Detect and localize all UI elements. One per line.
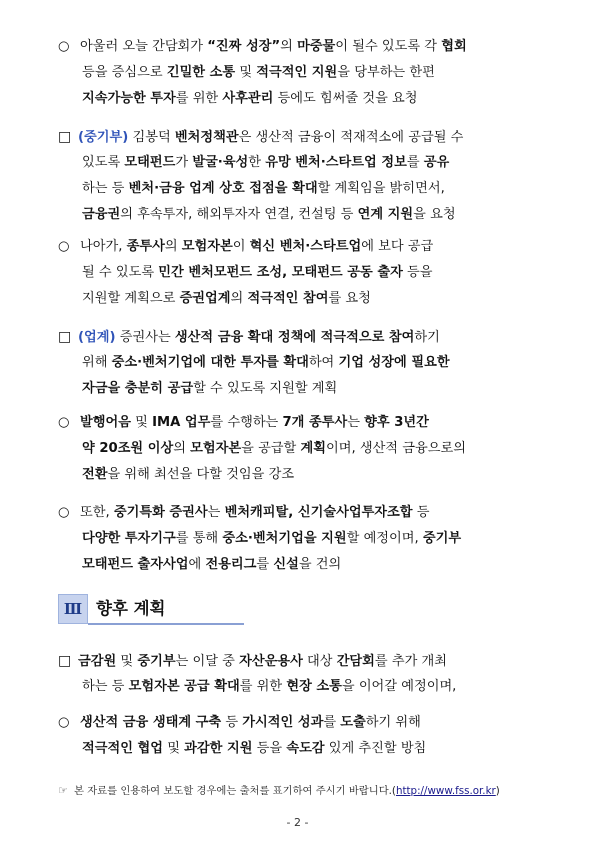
website-link[interactable]: http://www.fss.or.kr bbox=[395, 785, 496, 797]
text: 는 bbox=[207, 505, 225, 520]
line bbox=[58, 150, 548, 176]
text: 될 수 있도록 bbox=[82, 265, 159, 280]
bullet-circle-2 bbox=[58, 234, 548, 312]
line bbox=[58, 648, 548, 674]
text: 도출 bbox=[340, 715, 366, 730]
text: 등 bbox=[412, 505, 430, 520]
text: 이 bbox=[232, 239, 250, 254]
text: 를 bbox=[256, 557, 274, 572]
line bbox=[58, 34, 548, 60]
circle-bullet-icon: ○ bbox=[58, 239, 70, 254]
circle-bullet-icon: ○ bbox=[58, 505, 70, 520]
text: 및 bbox=[130, 415, 153, 430]
text: 을 이어갈 예정이며, bbox=[341, 679, 457, 694]
text: 등을 증심으로 bbox=[82, 65, 167, 80]
text: 신설 bbox=[273, 557, 299, 572]
line bbox=[58, 176, 548, 202]
circle-bullet-icon: ○ bbox=[58, 715, 70, 730]
text: 이며, 생산적 금융으로의 bbox=[325, 441, 466, 456]
text: 전용리그 bbox=[205, 557, 257, 572]
text: 생산적 금융 확대 정책에 적극적으로 참여 bbox=[174, 330, 415, 345]
text: 의 bbox=[164, 239, 182, 254]
text: 벤처정책관 bbox=[174, 130, 239, 145]
text: 를 통해 bbox=[175, 531, 223, 546]
square-bullet-icon: □ bbox=[58, 329, 72, 345]
text: 벤처·금융 업계 상호 접점을 확대 bbox=[128, 181, 318, 196]
text: 현장 소통 bbox=[286, 679, 342, 694]
text: 지원할 계획으로 bbox=[82, 291, 180, 306]
paren: ( bbox=[391, 785, 396, 797]
text: 사후관리 bbox=[222, 91, 274, 106]
line bbox=[58, 436, 548, 462]
footnote bbox=[58, 782, 543, 797]
text: IMA 업무 bbox=[152, 415, 211, 430]
text: 를 위한 bbox=[175, 91, 223, 106]
text: 또한, bbox=[80, 505, 114, 520]
text: 7개 종투사 bbox=[282, 415, 348, 430]
text: 발굴·육성 bbox=[192, 155, 249, 170]
line bbox=[58, 324, 548, 350]
square-bullet-icon: □ bbox=[58, 129, 72, 145]
text: 이 될수 있도록 각 bbox=[335, 39, 442, 54]
text: 를 요청 bbox=[328, 291, 371, 306]
text: 등을 bbox=[402, 265, 433, 280]
text: 할 수 있도록 지원할 계획 bbox=[193, 381, 338, 396]
text: 자금을 충분히 공급 bbox=[82, 381, 194, 396]
footnote-text: 본 자료를 인용하여 보도할 경우에는 출처를 표기하여 주시기 바랍니다. bbox=[74, 785, 392, 797]
line bbox=[58, 736, 548, 762]
text: 유망 벤처·스타트업 정보 bbox=[265, 155, 407, 170]
text: 적극적인 지원 bbox=[256, 65, 338, 80]
text: 향후 3년간 bbox=[364, 415, 429, 430]
line bbox=[58, 552, 548, 578]
text: 김봉덕 bbox=[128, 130, 175, 145]
text: 모험자본 공급 확대 bbox=[128, 679, 240, 694]
text: 증권업계 bbox=[179, 291, 231, 306]
text: 모험자본 bbox=[181, 239, 233, 254]
line bbox=[58, 526, 548, 552]
text: 의 bbox=[280, 39, 298, 54]
text: 간담회 bbox=[336, 654, 375, 669]
line bbox=[58, 260, 548, 286]
tag-label: (중기부) bbox=[78, 130, 129, 145]
text: 마중물 bbox=[297, 39, 336, 54]
text: 중기특화 증권사 bbox=[113, 505, 208, 520]
text: 금융권 bbox=[82, 207, 121, 222]
circle-bullet-icon: ○ bbox=[58, 415, 70, 430]
text: 하는 등 bbox=[82, 181, 129, 196]
text: 아울러 오늘 간담회가 bbox=[80, 39, 208, 54]
bullet-circle-1 bbox=[58, 34, 548, 112]
text: 는 bbox=[347, 415, 365, 430]
text: 를 위한 bbox=[239, 679, 287, 694]
text: 전환 bbox=[82, 467, 108, 482]
text: 증권사는 bbox=[115, 330, 175, 345]
text: 긴밀한 소통 bbox=[166, 65, 236, 80]
line bbox=[58, 674, 548, 700]
line bbox=[58, 202, 548, 228]
text: 금감원 bbox=[78, 654, 117, 669]
text: 가시적인 성과 bbox=[242, 715, 324, 730]
text: 생산적 금융 생태계 구축 bbox=[80, 715, 222, 730]
text: 협회 bbox=[441, 39, 467, 54]
text: 의 bbox=[230, 291, 248, 306]
text: 연계 지원 bbox=[357, 207, 414, 222]
page-number: - 2 - bbox=[286, 816, 309, 829]
section-number-badge: Ⅲ bbox=[58, 594, 88, 624]
text: 하여 bbox=[308, 355, 339, 370]
text: 은 생산적 금융이 적재적소에 공급될 수 bbox=[238, 130, 464, 145]
text: 에 보다 공급 bbox=[361, 239, 434, 254]
text: 및 bbox=[235, 65, 257, 80]
text: 민간 벤처모펀드 조성, 모태펀드 공동 출자 bbox=[158, 265, 403, 280]
section-header bbox=[58, 594, 538, 624]
text: 을 요청 bbox=[413, 207, 456, 222]
text: 의 후속투자, 해외투자자 연결, 컨설팅 등 bbox=[120, 207, 358, 222]
bullet-circle-5 bbox=[58, 710, 548, 762]
text: 중소·벤처기업에 대한 투자를 확대 bbox=[111, 355, 309, 370]
tag-label: (업계) bbox=[78, 330, 116, 345]
line bbox=[58, 286, 548, 312]
text: 하는 등 bbox=[82, 679, 129, 694]
bullet-circle-3 bbox=[58, 410, 548, 488]
text: 등 bbox=[221, 715, 243, 730]
text: 있도록 bbox=[82, 155, 125, 170]
text: 모태펀드 bbox=[124, 155, 176, 170]
text: 모태펀드 출자사업 bbox=[82, 557, 189, 572]
pointing-hand-icon: ☞ bbox=[58, 784, 68, 797]
text: 종투사 bbox=[126, 239, 165, 254]
text: 등에도 힘써줄 것을 요청 bbox=[273, 91, 418, 106]
line bbox=[58, 350, 548, 376]
text: 를 bbox=[323, 715, 341, 730]
text: 등을 bbox=[252, 741, 287, 756]
text: 할 계획임을 밝히면서, bbox=[317, 181, 445, 196]
section-underline bbox=[88, 623, 244, 625]
text: 하기 bbox=[414, 330, 440, 345]
text: 을 공급할 bbox=[241, 441, 301, 456]
text: 혁신 벤처·스타트업 bbox=[249, 239, 362, 254]
line bbox=[58, 86, 548, 112]
text: 을 건의 bbox=[298, 557, 342, 572]
text: 과감한 지원 bbox=[184, 741, 253, 756]
text: 적극적인 참여 bbox=[247, 291, 329, 306]
text: 를 추가 개최 bbox=[374, 654, 447, 669]
text: 에 bbox=[188, 557, 206, 572]
text: 벤처캐피탈, 신기술사업투자조합 bbox=[224, 505, 413, 520]
paren: ) bbox=[495, 785, 500, 797]
text: 가 bbox=[175, 155, 193, 170]
text: 다양한 투자기구 bbox=[82, 531, 176, 546]
line bbox=[58, 376, 548, 402]
line bbox=[58, 462, 548, 488]
text: 및 bbox=[116, 654, 138, 669]
text: 적극적인 협업 bbox=[82, 741, 164, 756]
line bbox=[58, 500, 548, 526]
text: 중기부 bbox=[422, 531, 462, 546]
text: 공유 bbox=[423, 155, 450, 170]
text: 중소·벤처기업을 지원 bbox=[222, 531, 347, 546]
line bbox=[58, 60, 548, 86]
text: 있게 추진할 방침 bbox=[324, 741, 427, 756]
text: 를 bbox=[406, 155, 424, 170]
bullet-square-3 bbox=[58, 648, 548, 700]
text: 계획 bbox=[300, 441, 326, 456]
text: 할 예정이며, bbox=[346, 531, 423, 546]
text: 기업 성장에 필요한 bbox=[338, 355, 450, 370]
line bbox=[58, 124, 548, 150]
text: “진짜 성장” bbox=[207, 39, 281, 54]
text: 및 bbox=[163, 741, 185, 756]
text: 중기부 bbox=[137, 654, 176, 669]
section-title: 향후 계획 bbox=[96, 599, 166, 618]
text: 을 위해 최선을 다할 것임을 강조 bbox=[107, 467, 295, 482]
bullet-square-2 bbox=[58, 324, 548, 402]
text: 위해 bbox=[82, 355, 112, 370]
text: 나아가, bbox=[80, 239, 127, 254]
bullet-square-1 bbox=[58, 124, 548, 228]
text: 하기 위해 bbox=[365, 715, 421, 730]
square-bullet-icon: □ bbox=[58, 653, 72, 669]
text: 모험자본 bbox=[190, 441, 242, 456]
text: 는 이달 중 bbox=[175, 654, 240, 669]
text: 약 20조원 이상 bbox=[82, 441, 174, 456]
text: 발행어음 bbox=[80, 415, 131, 430]
text: 자산운용사 bbox=[239, 654, 303, 669]
line bbox=[58, 710, 548, 736]
bullet-circle-4 bbox=[58, 500, 548, 578]
text: 의 bbox=[173, 441, 191, 456]
text: 지속가능한 투자 bbox=[82, 91, 176, 106]
text: 속도감 bbox=[286, 741, 325, 756]
circle-bullet-icon: ○ bbox=[58, 39, 70, 54]
text: 대상 bbox=[302, 654, 337, 669]
text: 한 bbox=[248, 155, 266, 170]
line bbox=[58, 410, 548, 436]
line bbox=[58, 234, 548, 260]
text: 을 당부하는 한편 bbox=[337, 65, 435, 80]
text: 를 수행하는 bbox=[210, 415, 283, 430]
